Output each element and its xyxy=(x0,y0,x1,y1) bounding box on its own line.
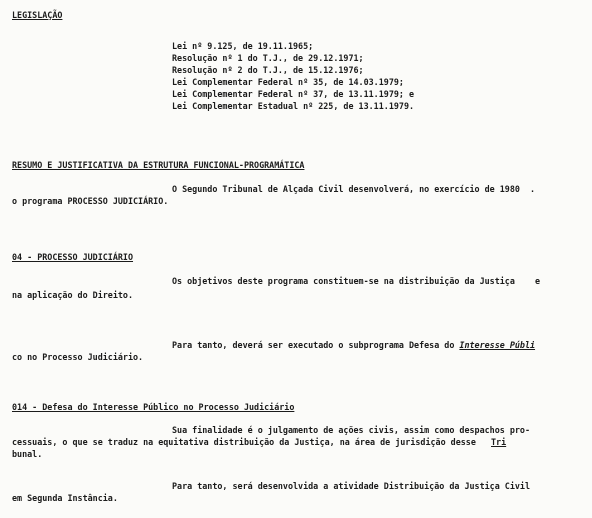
legislacao-item: Lei Complementar Estadual nº 225, de 13.11.1979. xyxy=(172,101,415,111)
legislacao-heading: LEGISLAÇÃO xyxy=(12,10,63,20)
subprograma-paragraph-line: Sua finalidade é o julgamento de ações civis, assim como despachos pro- xyxy=(172,425,530,435)
subprograma-paragraph-line xyxy=(12,437,506,447)
legislacao-item: Lei Complementar Federal nº 37, de 13.11.1979; e xyxy=(172,89,415,99)
subprograma-paragraph-line: bunal. xyxy=(12,449,43,459)
subprograma-paragraph-line: em Segunda Instância. xyxy=(12,493,118,503)
legislacao-item: Lei nº 9.125, de 19.11.1965; xyxy=(172,41,314,51)
legislacao-item: Resolução nº 1 do T.J., de 29.12.1971; xyxy=(172,53,364,63)
subprograma-heading: 014 - Defesa do Interesse Público no Processo Judiciário xyxy=(12,402,295,412)
resumo-heading: RESUMO E JUSTIFICATIVA DA ESTRUTURA FUNCIONAL-PROGRAMÁTICA xyxy=(12,160,305,170)
programa-italic-term: Interesse Públi xyxy=(459,340,536,350)
programa-text: Para tanto, deverá ser executado o subprograma Defesa do xyxy=(172,340,460,350)
programa-paragraph-line xyxy=(172,340,535,350)
legislacao-item: Resolução nº 2 do T.J., de 15.12.1976; xyxy=(172,65,364,75)
programa-paragraph-line: co no Processo Judiciário. xyxy=(12,352,144,362)
subprograma-text: cessuais, o que se traduz na equitativa distribuição da Justiça, na área de jurisdição desse xyxy=(12,437,492,447)
programa-paragraph-line: na aplicação do Direito. xyxy=(12,290,134,300)
legislacao-item: Lei Complementar Federal nº 35, de 14.03.1979; xyxy=(172,77,404,87)
resumo-paragraph-line: o programa PROCESSO JUDICIÁRIO. xyxy=(12,196,169,206)
programa-paragraph-line: Os objetivos deste programa constituem-se na distribuição da Justiça e xyxy=(172,276,541,286)
resumo-paragraph-line: O Segundo Tribunal de Alçada Civil desenvolverá, no exercício de 1980 . xyxy=(172,184,536,194)
subprograma-underlined-text: Tri xyxy=(491,437,507,447)
programa-heading: 04 - PROCESSO JUDICIÁRIO xyxy=(12,252,134,262)
subprograma-paragraph-line: Para tanto, será desenvolvida a atividade Distribuição da Justiça Civil xyxy=(172,481,530,491)
